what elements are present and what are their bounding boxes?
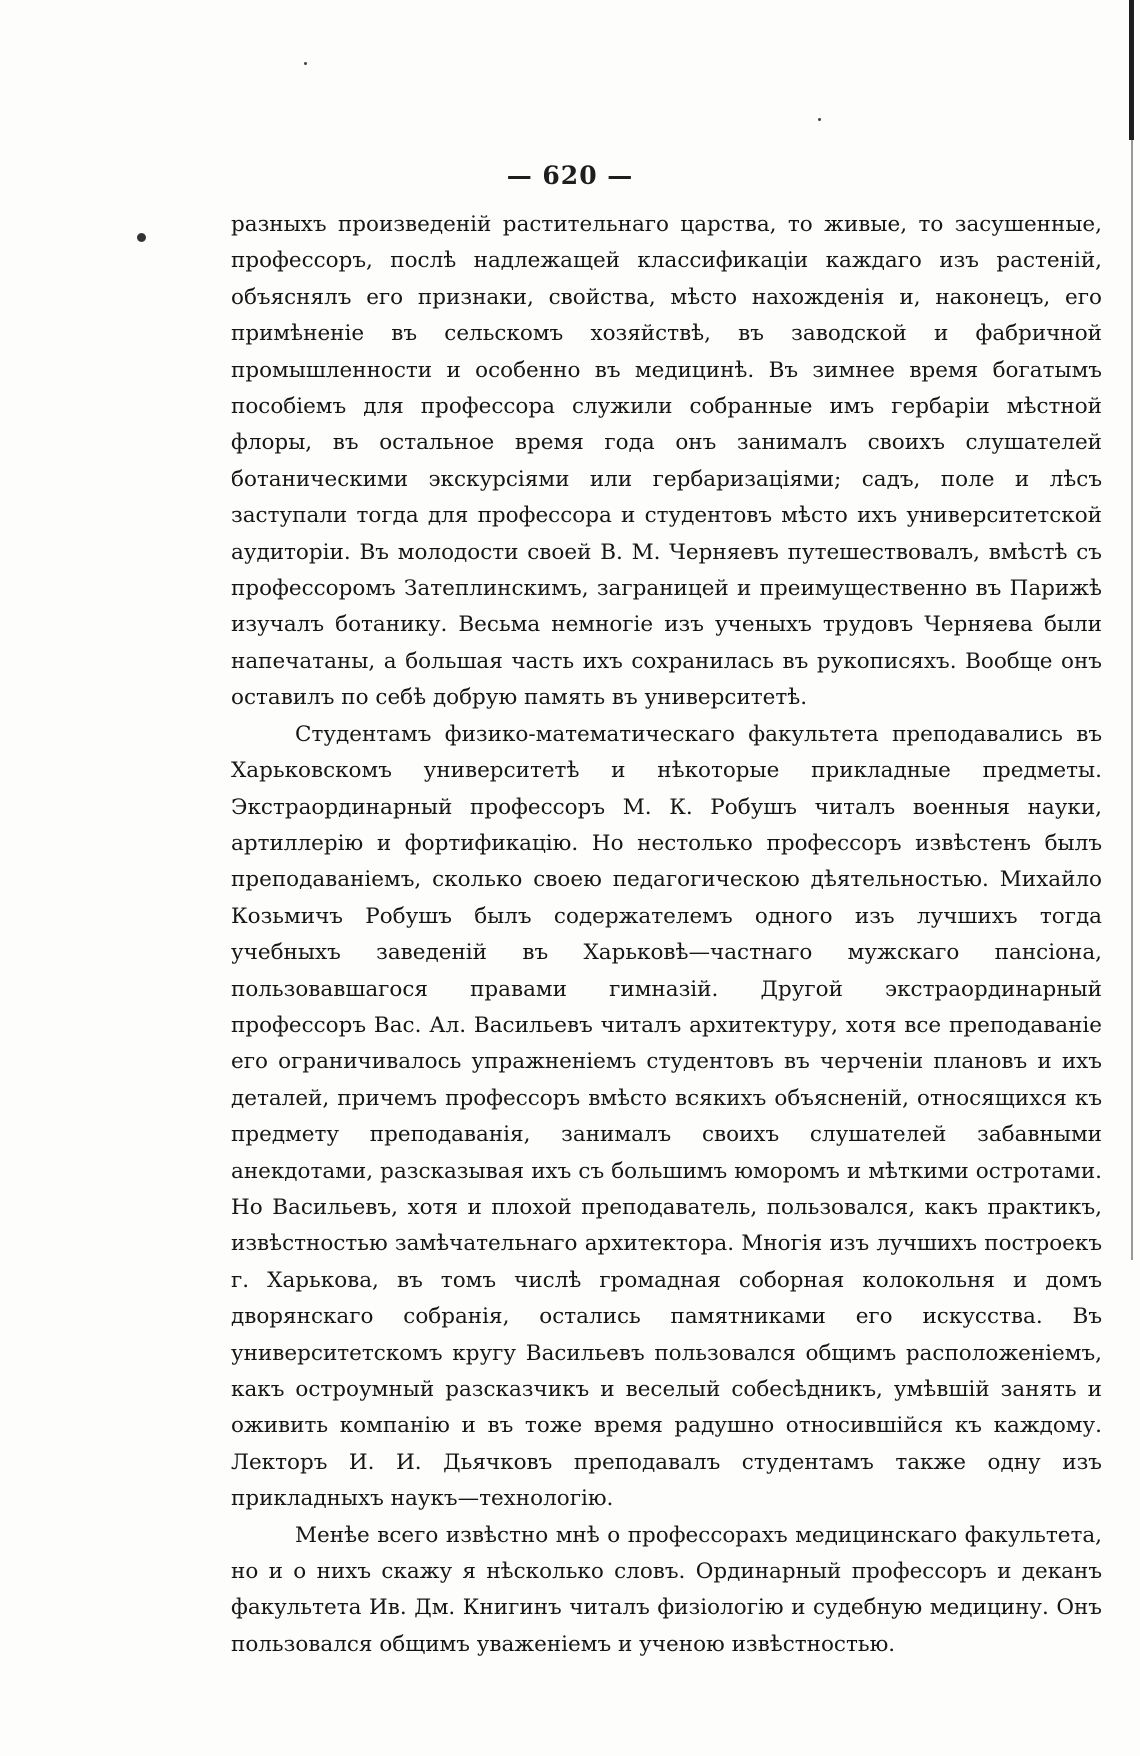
page-number: — 620 —: [506, 161, 634, 190]
scan-speck: [304, 62, 307, 65]
margin-dot: [137, 233, 146, 242]
paragraph-2: Студентамъ физико-математическаго факультета преподавались въ Харьковскомъ университетѣ и нѣкоторые прикладные предметы. Экстраординарный профессоръ М. К. Робушъ читалъ военныя науки, артиллерію и фортификацію. Но нестолько профессоръ извѣстенъ былъ преподаваніемъ, сколько своею педагогическою дѣятельностью. Михайло Козьмичъ Робушъ былъ содержателемъ одного изъ лучшихъ тогда учебныхъ заведеній въ Харьковѣ—частнаго мужскаго пансіона, пользовавшагося правами гимназій. Другой экстраординарный профессоръ Вас. Ал. Васильевъ читалъ архитектуру, хотя все преподаваніе его ограничивалось упражненіемъ студентовъ въ черченіи плановъ и ихъ деталей, причемъ профессоръ вмѣсто всякихъ объясненій, относящихся къ предмету преподаванія, занималъ своихъ слушателей забавными анекдотами, разсказывая ихъ съ большимъ юморомъ и мѣткими остротами. Но Васильевъ, хотя и плохой преподаватель, пользовался, какъ практикъ, извѣстностью замѣчательнаго архитектора. Многія изъ лучшихъ построекъ г. Харькова, въ томъ числѣ громадная соборная колокольня и домъ дворянскаго собранія, остались памятниками его искусства. Въ университетскомъ кругу Васильевъ пользовался общимъ расположеніемъ, какъ остроумный разсказчикъ и веселый собесѣдникъ, умѣвшій занять и оживить компанію и въ тоже время радушно относившійся къ каждому. Лекторъ И. И. Дьячковъ преподавалъ студентамъ также одну изъ прикладныхъ наукъ—технологію.: [231, 721, 1102, 1512]
scan-edge-mark: [1129, 0, 1134, 140]
body-text: [231, 207, 1102, 1663]
paragraph-3: Менѣе всего извѣстно мнѣ о профессорахъ медицинскаго факультета, но и о нихъ скажу я нѣсколько словъ. Ординарный профессоръ и деканъ факультета Ив. Дм. Книгинъ читалъ физіологію и судебную медицину. Онъ пользовался общимъ уваженіемъ и ученою извѣстностью.: [231, 1522, 1102, 1657]
scan-edge-line: [1131, 140, 1133, 1260]
scan-speck: [818, 118, 821, 121]
paragraph-1: разныхъ произведеній растительнаго царства, то живые, то засушенные, профессоръ, послѣ надлежащей классификаціи каждаго изъ растеній, объяснялъ его признаки, свойства, мѣсто нахожденія и, наконецъ, его примѣненіе въ сельскомъ хозяйствѣ, въ заводской и фабричной промышленности и особенно въ медицинѣ. Въ зимнее время богатымъ пособіемъ для профессора служили собранные имъ гербаріи мѣстной флоры, въ остальное время года онъ занималъ своихъ слушателей ботаническими экскурсіями или гербаризаціями; садъ, поле и лѣсъ заступали тогда для профессора и студентовъ мѣсто ихъ университетской аудиторіи. Въ молодости своей В. М. Черняевъ путешествовалъ, вмѣстѣ съ профессоромъ Затеплинскимъ, заграницей и преимущественно въ Парижѣ изучалъ ботанику. Весьма немногіе изъ ученыхъ трудовъ Черняева были напечатаны, а большая часть ихъ сохранилась въ рукописяхъ. Вообще онъ оставилъ по себѣ добрую память въ университетѣ.: [231, 212, 1102, 711]
